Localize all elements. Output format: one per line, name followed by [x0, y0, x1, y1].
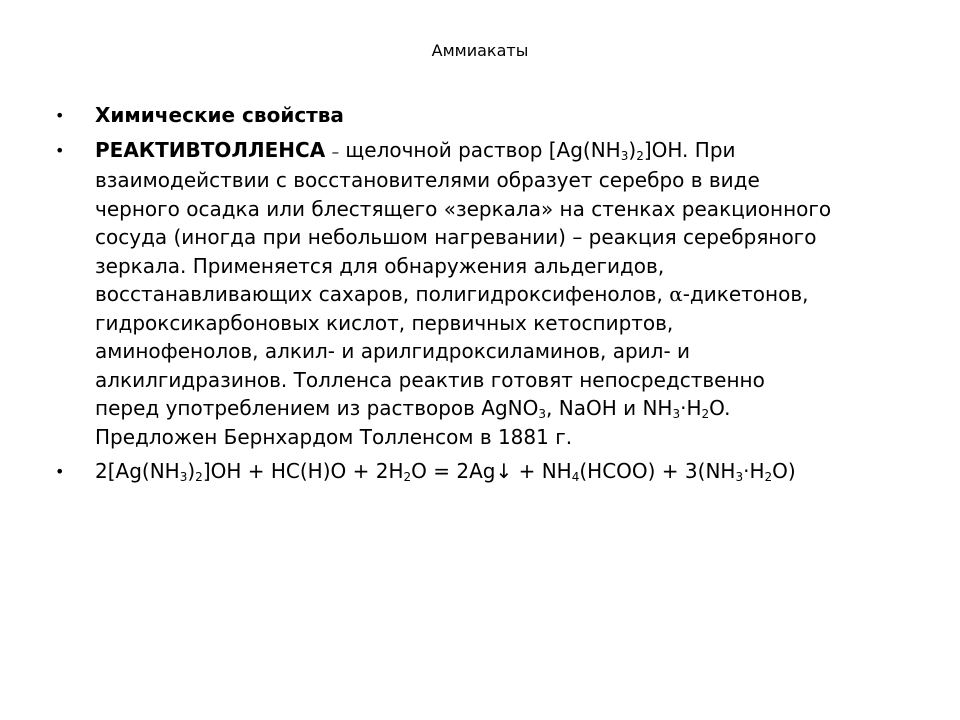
reagent-term: РЕАКТИВТОЛЛЕНСА	[95, 137, 326, 162]
subscript: 3	[672, 407, 681, 421]
text-fragment: щелочной раствор [Ag(NH	[339, 137, 621, 162]
subscript: 3	[179, 470, 188, 484]
bullet-list	[55, 101, 835, 492]
text-fragment: ·H	[680, 396, 702, 420]
text-fragment: ]OH. При взаимодействии с восстановителями образует серебро в виде черного осадка или блестящего «зеркала» на стенках реакционного сосуда (иногда при небольшом нагревании) – реакция серебряного зеркала. Применяется для обнаружения альдегидов, восстанавливающих сахаров, полигидроксифенолов,	[95, 137, 832, 306]
bullet-dot-icon: •	[55, 140, 65, 160]
alpha-symbol: α	[669, 282, 683, 306]
text-fragment: )	[628, 137, 637, 162]
subscript: 3	[620, 148, 629, 163]
bullet-dot-icon: •	[55, 462, 65, 481]
dash: –	[331, 142, 340, 161]
subscript: 3	[538, 407, 547, 421]
text-fragment: , NaOH и NH	[546, 396, 673, 420]
equation-fragment: 2[Ag(NH	[95, 459, 180, 483]
text-fragment: -дикетонов, гидроксикарбоновых кислот, первичных кетоспиртов, аминофенолов, алкил- и арилгидроксиламинов, арил- и алкилгидразинов. Толленса реактив готовят непосредственно перед употреблением из растворов AgNO	[95, 282, 809, 420]
precipitate-arrow-icon: ↓	[495, 459, 513, 483]
equation-fragment: O)	[772, 459, 796, 483]
bullet-item-chemical-properties	[55, 101, 835, 130]
subscript: 2	[195, 470, 203, 484]
text-fragment: O. Предложен Бернхардом Толленсом в 1881 г.	[95, 396, 731, 449]
bullet-dot-icon: •	[55, 106, 65, 125]
equation-fragment: O = 2Ag	[411, 459, 496, 483]
subscript: 3	[735, 470, 744, 484]
slide-title: Аммиакаты	[431, 41, 529, 60]
bullet-item-reaction-equation	[55, 457, 835, 486]
equation-fragment: + NH	[512, 459, 572, 483]
subscript: 4	[571, 470, 580, 484]
section-heading: Химические свойства	[95, 103, 344, 127]
subscript: 2	[403, 470, 412, 484]
bullet-item-tollens-reagent	[55, 136, 835, 452]
subscript: 2	[764, 470, 773, 484]
equation-fragment: )	[187, 459, 196, 483]
subscript: 2	[636, 148, 644, 163]
equation-fragment: (HCOO) + 3(NH	[579, 459, 736, 483]
equation-fragment: ]OH + HC(H)O + 2H	[202, 459, 404, 483]
equation-fragment: ·H	[743, 459, 765, 483]
subscript: 2	[701, 407, 710, 421]
